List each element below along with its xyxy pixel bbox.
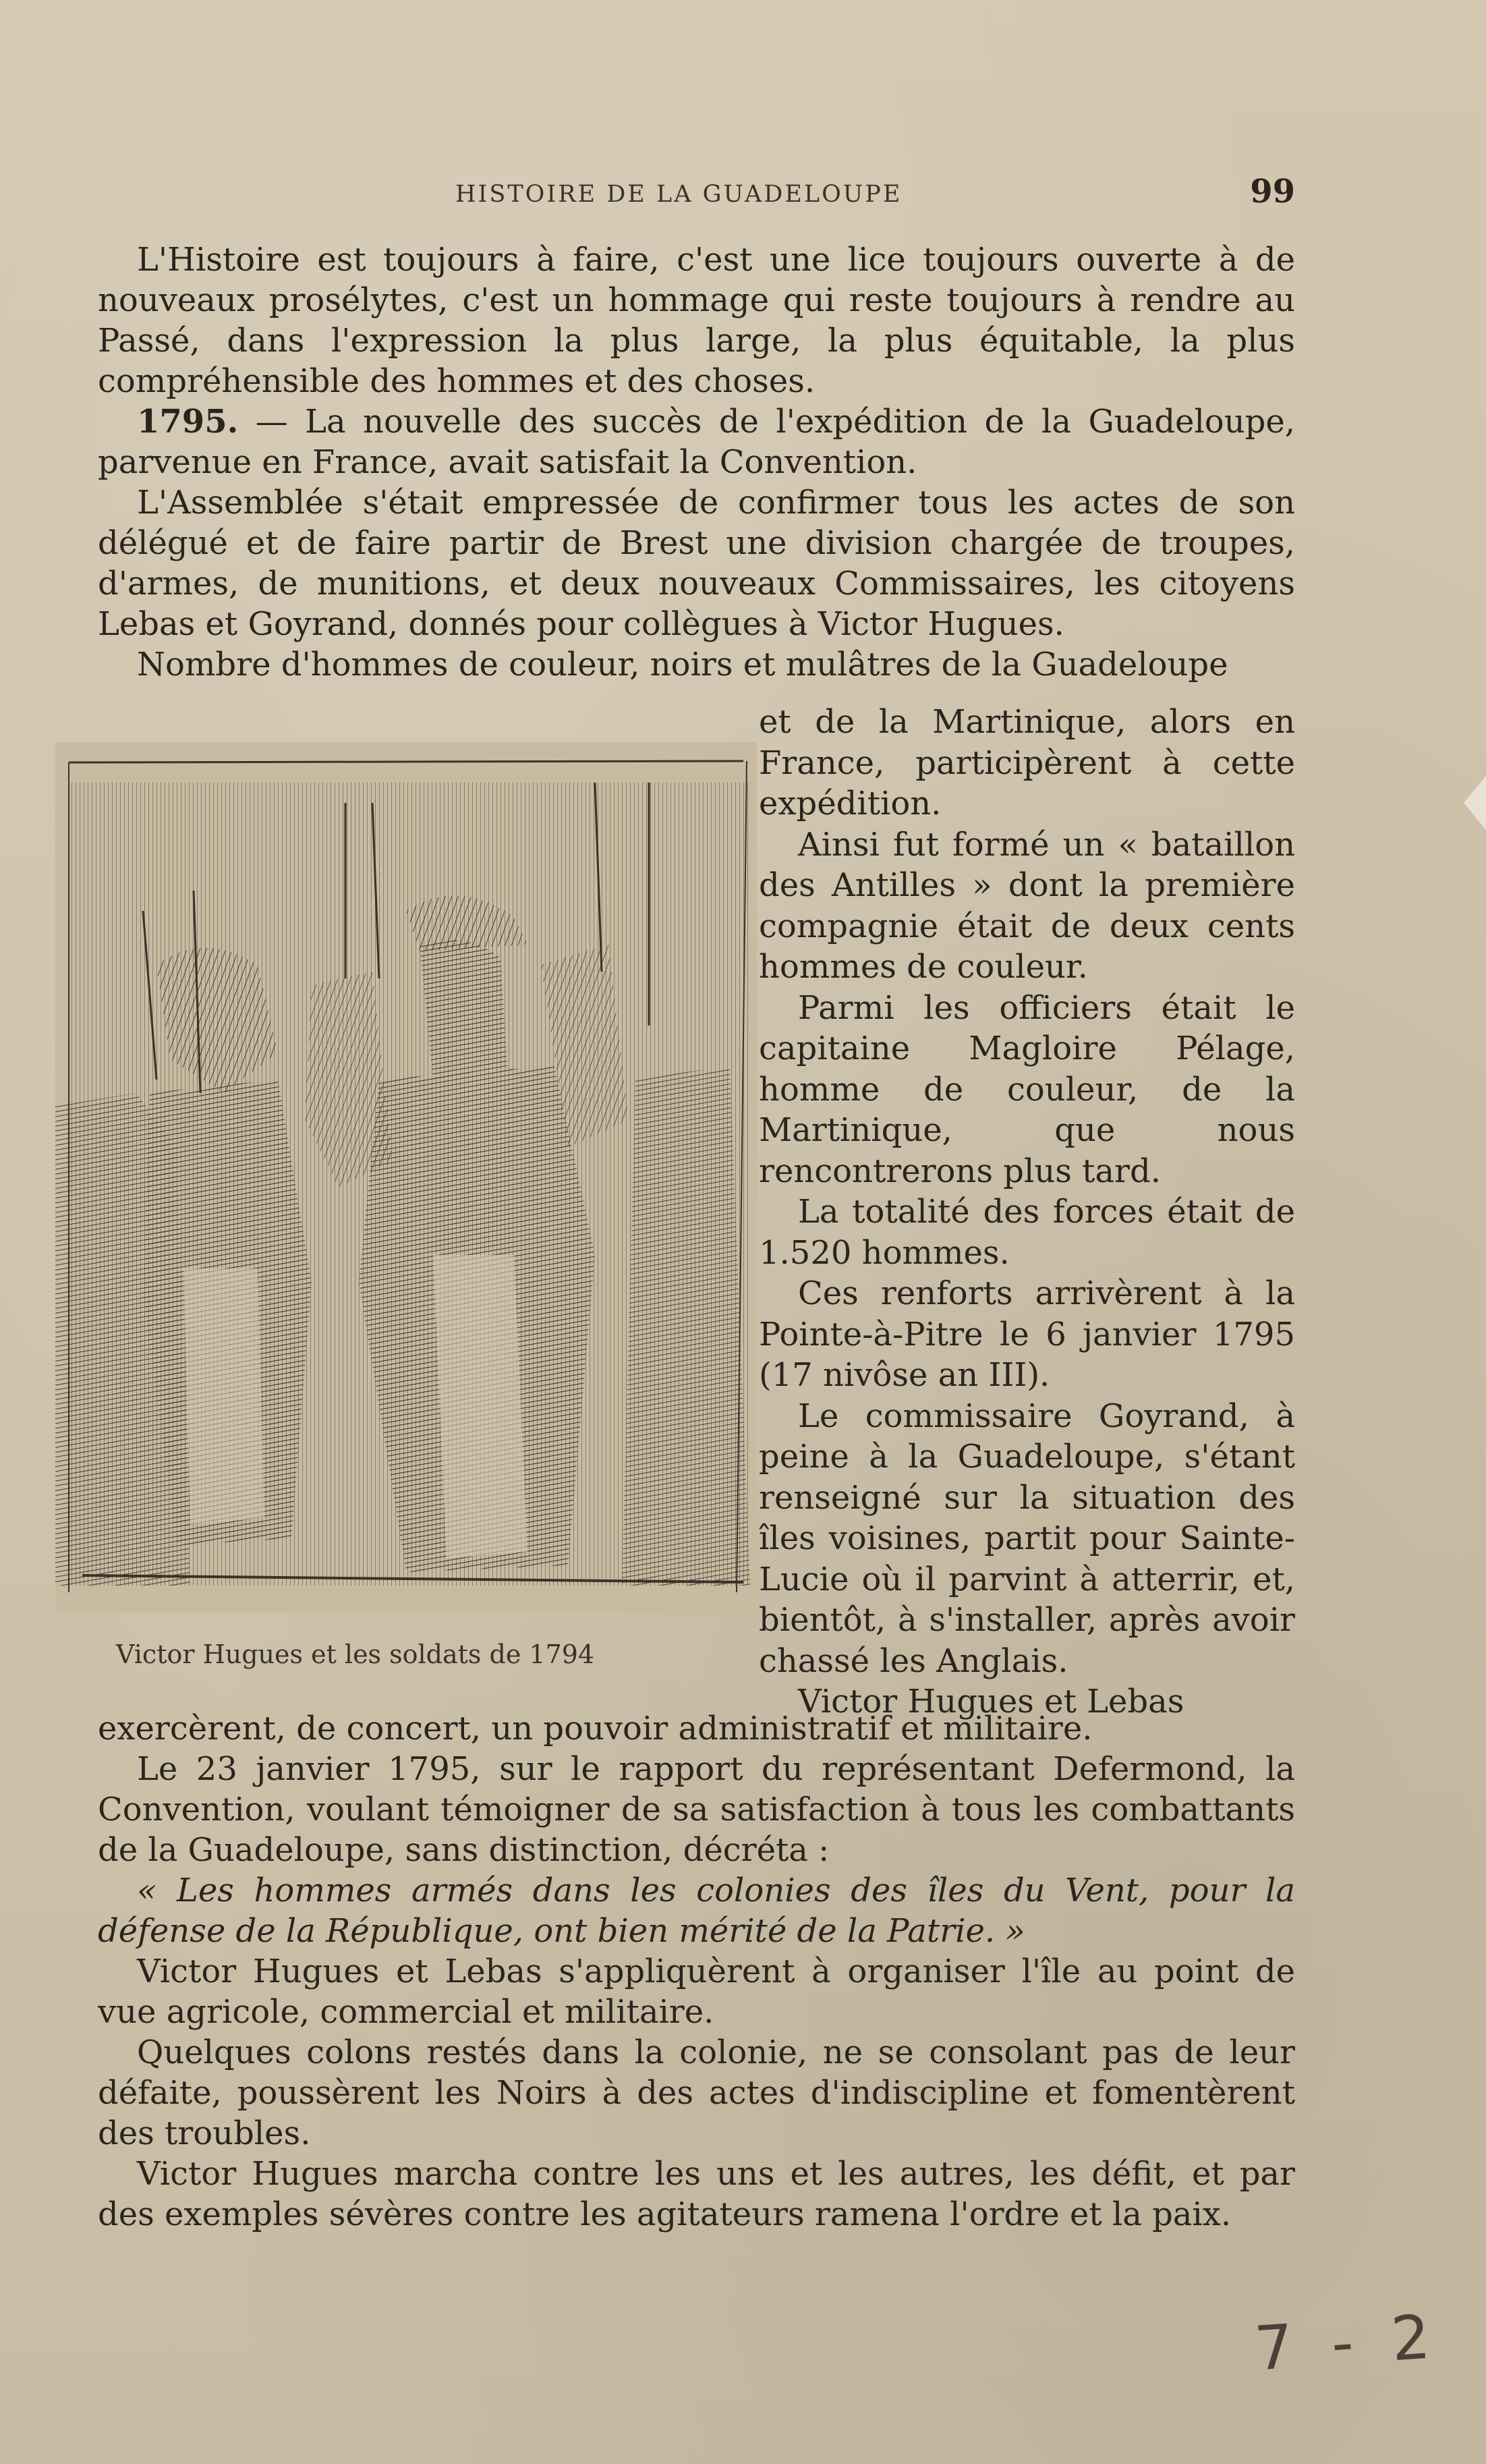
paragraph-bataillon: Ainsi fut formé un « bataillon des Antilles » dont la première compagnie était de deux cents hommes de couleur.: [759, 825, 1295, 986]
paragraph-decree: Le 23 janvier 1795, sur le rapport du représentant Defermond, la Convention, voulant témoigner de sa satisfaction à tous les combattants de la Guadeloupe, sans distinction, décréta :: [98, 1750, 1295, 1869]
handwritten-annotation: 7 - 2: [1252, 2301, 1442, 2385]
paragraph-men-of-color-cont: et de la Martinique, alors en France, participèrent à cette expédition.: [759, 703, 1295, 822]
paragraph-hugues-lebas-cont: exercèrent, de concert, un pouvoir administratif et militaire.: [98, 1710, 1093, 1747]
page-edge-tear: [1464, 776, 1486, 830]
paragraph-hugues-lebas-start: Victor Hugues et Lebas: [798, 1683, 1184, 1720]
paragraph-order: Victor Hugues marcha contre les uns et les autres, les défit, et par des exemples sévères contre les agitateurs ramena l'ordre et la paix.: [98, 2155, 1295, 2233]
paragraph-organize: Victor Hugues et Lebas s'appliquèrent à organiser l'île au point de vue agricole, commercial et militaire.: [98, 1953, 1295, 2031]
paragraph-officers: Parmi les officiers était le capitaine Magloire Pélage, homme de couleur, de la Martinique, que nous rencontrerons plus tard.: [759, 988, 1295, 1190]
paragraph-reinforcements: Ces renforts arrivèrent à la Pointe-à-Pitre le 6 janvier 1795 (17 nivôse an III).: [759, 1275, 1295, 1394]
page-number: 99: [1250, 173, 1295, 211]
figure-caption: Victor Hugues et les soldats de 1794: [116, 1640, 595, 1669]
paragraph-colons: Quelques colons restés dans la colonie, ne se consolant pas de leur défaite, poussèrent les Noirs à des actes d'indiscipline et fomentèrent des troubles.: [98, 2034, 1295, 2152]
decree-quote: « Les hommes armés dans les colonies des îles du Vent, pour la défense de la République, ont bien mérité de la Patrie. »: [98, 1872, 1295, 1950]
paragraph-goyrand: Le commissaire Goyrand, à peine à la Guadeloupe, s'étant renseigné sur la situation des îles voisines, partit pour Sainte-Lucie où il parvint à atterrir, et, bientôt, à s'installer, après avoir chassé les Anglais.: [759, 1397, 1295, 1680]
paragraph-assembly: L'Assemblée s'était empressée de confirmer tous les actes de son délégué et de faire partir de Brest une division chargée de troupes, d'armes, de munitions, et deux nouveaux Commissaires, les citoyens Lebas et Goyrand, donnés pour collègues à Victor Hugues.: [98, 484, 1295, 643]
bottom-text-block: [98, 1708, 1295, 2235]
engraving-figure: [55, 742, 757, 1680]
paragraph-intro: L'Histoire est toujours à faire, c'est une lice toujours ouverte à de nouveaux prosélytes, c'est un hommage qui reste toujours à rendre au Passé, dans l'expression la plus large, la plus équitable, la plus compréhensible des hommes et des choses.: [98, 241, 1295, 400]
paragraph-forces: La totalité des forces était de 1.520 hommes.: [759, 1193, 1295, 1272]
top-text-block: [98, 240, 1295, 685]
paragraph-men-of-color-start: Nombre d'hommes de couleur, noirs et mulâtres de la Guadeloupe: [137, 646, 1228, 683]
year-label: 1795.: [137, 403, 239, 441]
engraving-illustration: [55, 742, 757, 1613]
side-text-column: [759, 702, 1295, 1723]
paragraph-1795: [98, 401, 1295, 482]
page-header: [101, 173, 1295, 217]
running-title: HISTOIRE DE LA GUADELOUPE: [455, 181, 903, 208]
paragraph-1795-text: — La nouvelle des succès de l'expédition de la Guadeloupe, parvenue en France, avait satisfait la Convention.: [98, 403, 1295, 481]
